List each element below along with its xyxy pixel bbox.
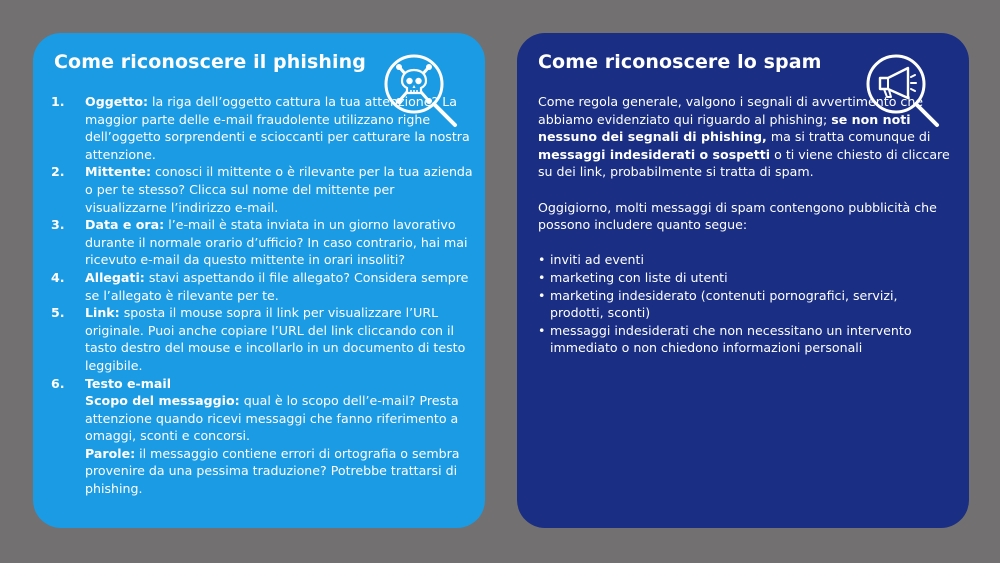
words-paragraph	[85, 445, 476, 498]
item-number: 3.	[51, 217, 65, 233]
item-number: 6.	[51, 375, 65, 391]
item-number: 4.	[51, 269, 65, 285]
spam-title: Come riconoscere lo spam	[538, 51, 822, 73]
phishing-title: Come riconoscere il phishing	[54, 51, 366, 73]
list-item	[51, 304, 476, 374]
spam-intro-paragraph	[538, 93, 953, 181]
item-keyword: Oggetto:	[85, 94, 149, 109]
list-item	[51, 269, 476, 304]
item-text: conosci il mittente o è rilevante per la tua azienda o per te stesso? Clicca sul nome del mittente per visualizzarne l’indirizzo e-mail.	[85, 164, 473, 215]
phishing-signs-list	[51, 93, 476, 498]
words-text: il messaggio contiene errori di ortografia o sembra provenire da una pessima traduzione? Potrebbe trattarsi di phishing.	[85, 445, 460, 497]
item-keyword: Testo e-mail	[85, 375, 172, 391]
item-text: stavi aspettando il file allegato? Considera sempre se l’allegato è rilevante per te.	[85, 269, 469, 303]
list-item: • inviti ad eventi	[538, 251, 953, 269]
intro-text: ma si tratta comunque di	[766, 129, 931, 145]
item-text: l’e-mail è stata inviata in un giorno lavorativo durante il normale orario d’ufficio? In caso contrario, hai mai ricevuto e-mail da questo mittente in orari insoliti?	[85, 217, 468, 268]
item-keyword: Link:	[85, 305, 120, 321]
intro-highlight: messaggi indesiderati o sospetti	[538, 146, 771, 162]
list-item	[51, 375, 476, 498]
list-item: • messaggi indesiderati che non necessitano un intervento immediato o non chiedono informazioni personali	[538, 322, 953, 357]
item-text: la riga dell’oggetto cattura la tua attenzione? La maggior parte delle e-mail fraudolente utilizzano righe dell’oggetto sorprendenti e scioccanti per catturare la nostra attenzione.	[85, 94, 470, 162]
intro-highlight: se non noti nessuno dei segnali di phishing,	[538, 111, 911, 145]
phishing-card	[33, 33, 485, 528]
intro-text: Come regola generale, valgono i segnali di avvertimento che abbiamo evidenziato qui riguardo al phishing;	[538, 94, 924, 127]
item-text: sposta il mouse sopra il link per visualizzare l’URL originale. Puoi anche copiare l’URL del link cliccando con il tasto destro del mouse e incollarlo in un documento di testo leggibile.	[85, 305, 466, 373]
spacer	[538, 234, 953, 252]
item-keyword: Allegati:	[85, 269, 145, 285]
item-number: 1.	[51, 94, 65, 109]
scope-text: qual è lo scopo dell’e-mail? Presta attenzione quando ricevi messaggi che fanno riferimento a omaggi, sconti e concorsi.	[85, 393, 459, 444]
spam-ads-paragraph: Oggigiorno, molti messaggi di spam contengono pubblicità che possono includere quanto segue:	[538, 199, 937, 233]
item-keyword: Data e ora:	[85, 217, 165, 233]
spam-bullet-list	[538, 251, 953, 357]
intro-text: o ti viene chiesto di cliccare su dei link, probabilmente si tratta di spam.	[538, 146, 950, 180]
item-number: 5.	[51, 305, 65, 321]
scope-keyword: Scopo del messaggio:	[85, 393, 240, 409]
list-item	[51, 163, 476, 216]
words-keyword: Parole:	[85, 445, 136, 461]
scope-paragraph	[85, 392, 476, 445]
spam-card	[517, 33, 969, 528]
item-keyword: Mittente:	[85, 164, 151, 180]
spam-body	[538, 93, 953, 357]
list-item: • marketing indesiderato (contenuti pornografici, servizi, prodotti, sconti)	[538, 287, 953, 322]
list-item: • marketing con liste di utenti	[538, 269, 953, 287]
list-item	[51, 216, 476, 269]
list-item	[51, 93, 476, 163]
spacer	[538, 181, 953, 199]
item-number: 2.	[51, 164, 65, 180]
